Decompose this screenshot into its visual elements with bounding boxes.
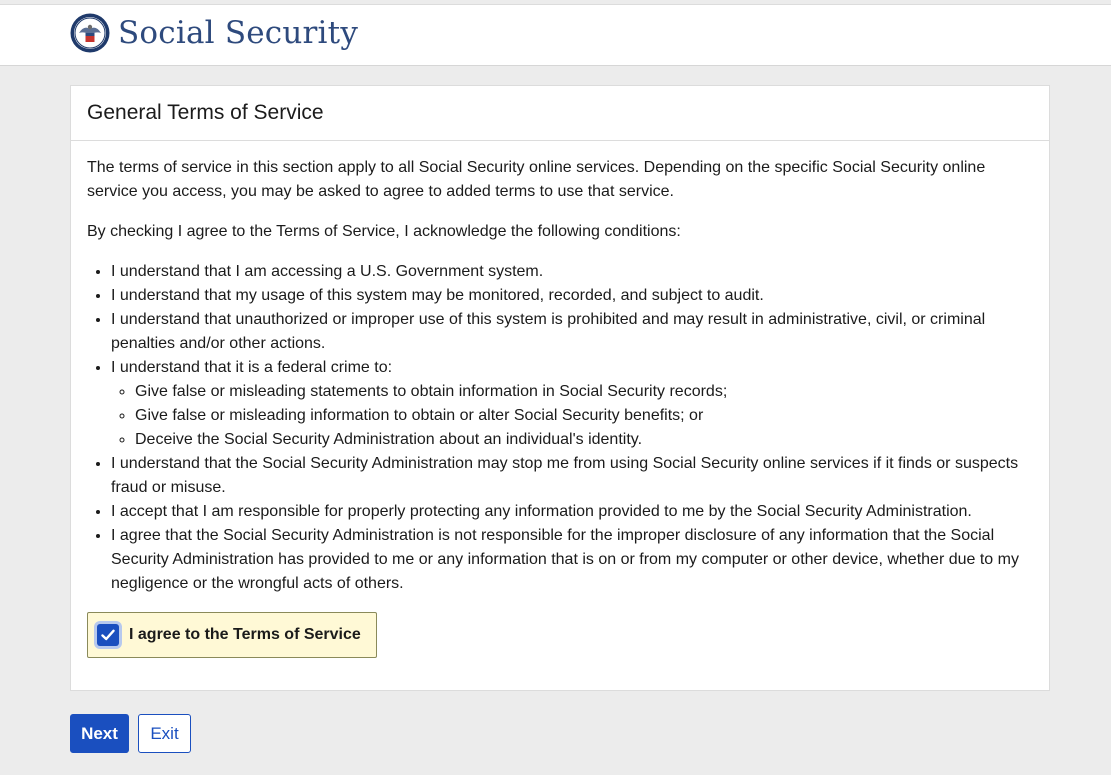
sub-list-item: ◦ Give false or misleading statements to obtain information in Social Security records;	[135, 380, 1033, 404]
agree-checkbox-field[interactable]	[87, 612, 377, 658]
intro-text: The terms of service in this section apply to all Social Security online services. Depending on the specific Social Security online service you access, you may be asked to agree to added terms to use that service.	[87, 159, 986, 200]
lead-text: By checking I agree to the Terms of Service, I acknowledge the following conditions:	[87, 223, 681, 240]
checkmark-icon	[100, 627, 116, 643]
page-title: General Terms of Service	[87, 101, 324, 124]
ssa-seal-icon	[70, 13, 110, 53]
sub-list-item: ◦ Give false or misleading information to obtain or alter Social Security benefits; or	[135, 404, 1033, 428]
list-item: • I understand that the Social Security Administration may stop me from using Social Security online services if it finds or suspects fraud or misuse.	[111, 452, 1033, 500]
terms-list	[87, 260, 1033, 596]
agree-label[interactable]: I agree to the Terms of Service	[129, 626, 361, 643]
next-button[interactable]: Next	[70, 714, 129, 753]
list-item-text: I understand that it is a federal crime to:	[111, 359, 393, 376]
brand-title: Social Security	[118, 15, 359, 51]
sub-list-item: ◦ Deceive the Social Security Administration about an individual's identity.	[135, 428, 1033, 452]
agree-checkbox[interactable]	[97, 624, 119, 646]
terms-card	[70, 85, 1050, 691]
exit-button[interactable]: Exit	[138, 714, 191, 753]
crimes-list	[111, 380, 1033, 452]
card-body	[71, 141, 1049, 658]
list-item: • I understand that my usage of this system may be monitored, recorded, and subject to audit.	[111, 284, 1033, 308]
list-item: • I understand that unauthorized or improper use of this system is prohibited and may result in administrative, civil, or criminal penalties and/or other actions.	[111, 308, 1033, 356]
form-actions	[70, 714, 191, 753]
list-item-federal-crime	[111, 356, 1033, 452]
list-item: • I accept that I am responsible for properly protecting any information provided to me by the Social Security Administration.	[111, 500, 1033, 524]
list-item: • I agree that the Social Security Administration is not responsible for the improper disclosure of any information that the Social Security Administration has provided to me or any information that is on or from my computer or other device, whether due to my negligence or the wrongful acts of others.	[111, 524, 1033, 596]
list-item: • I understand that I am accessing a U.S. Government system.	[111, 260, 1033, 284]
site-header	[0, 4, 1111, 66]
card-header	[71, 86, 1049, 141]
brand-logo[interactable]	[70, 13, 358, 53]
